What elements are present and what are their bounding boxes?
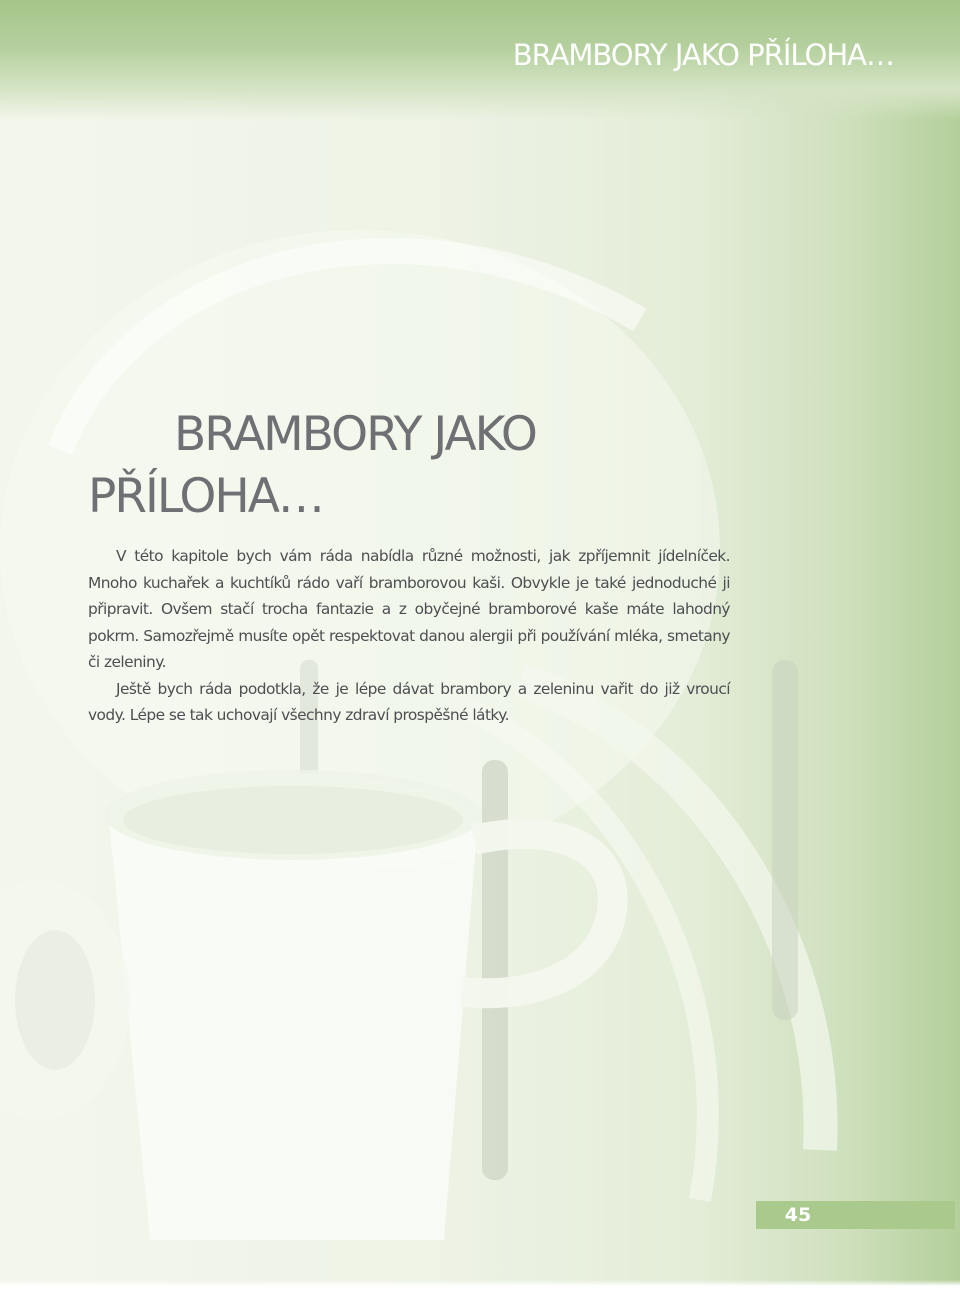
running-header-title: BRAMBORY JAKO PŘÍLOHA…	[512, 38, 894, 72]
paragraph: Ještě bych ráda podotkla, že je lépe dávat brambory a zeleninu vařit do již vroucí vody. Lépe se tak uchovají všechny zdraví prospěšné látky.	[88, 679, 730, 724]
rack-pole	[772, 660, 798, 1020]
chapter-body	[88, 543, 730, 729]
header-band	[0, 0, 960, 120]
page-number: 45	[784, 1204, 812, 1226]
page-number-bar	[756, 1201, 955, 1229]
mug-rim-inner	[123, 786, 463, 854]
paragraph: V této kapitole bych vám ráda nabídla různé možnosti, jak zpříjemnit jídelníček. Mnoho kuchařek a kuchtíků rádo vaří bramborovou kaši. Obvykle je také jednoduché ji připravit. Ovšem stačí trocha fantazie a z obyčejné bramborové kaše máte lahodný pokrm. Samozřejmě musíte opět respektovat danou alergii při používání mléka, smetany či zeleniny.	[88, 547, 730, 671]
cup-shape-inner	[15, 930, 95, 1070]
chapter-title-line2: PŘÍLOHA…	[88, 469, 323, 524]
chapter-title-line1: BRAMBORY JAKO	[174, 407, 536, 462]
chapter-title	[88, 404, 728, 528]
